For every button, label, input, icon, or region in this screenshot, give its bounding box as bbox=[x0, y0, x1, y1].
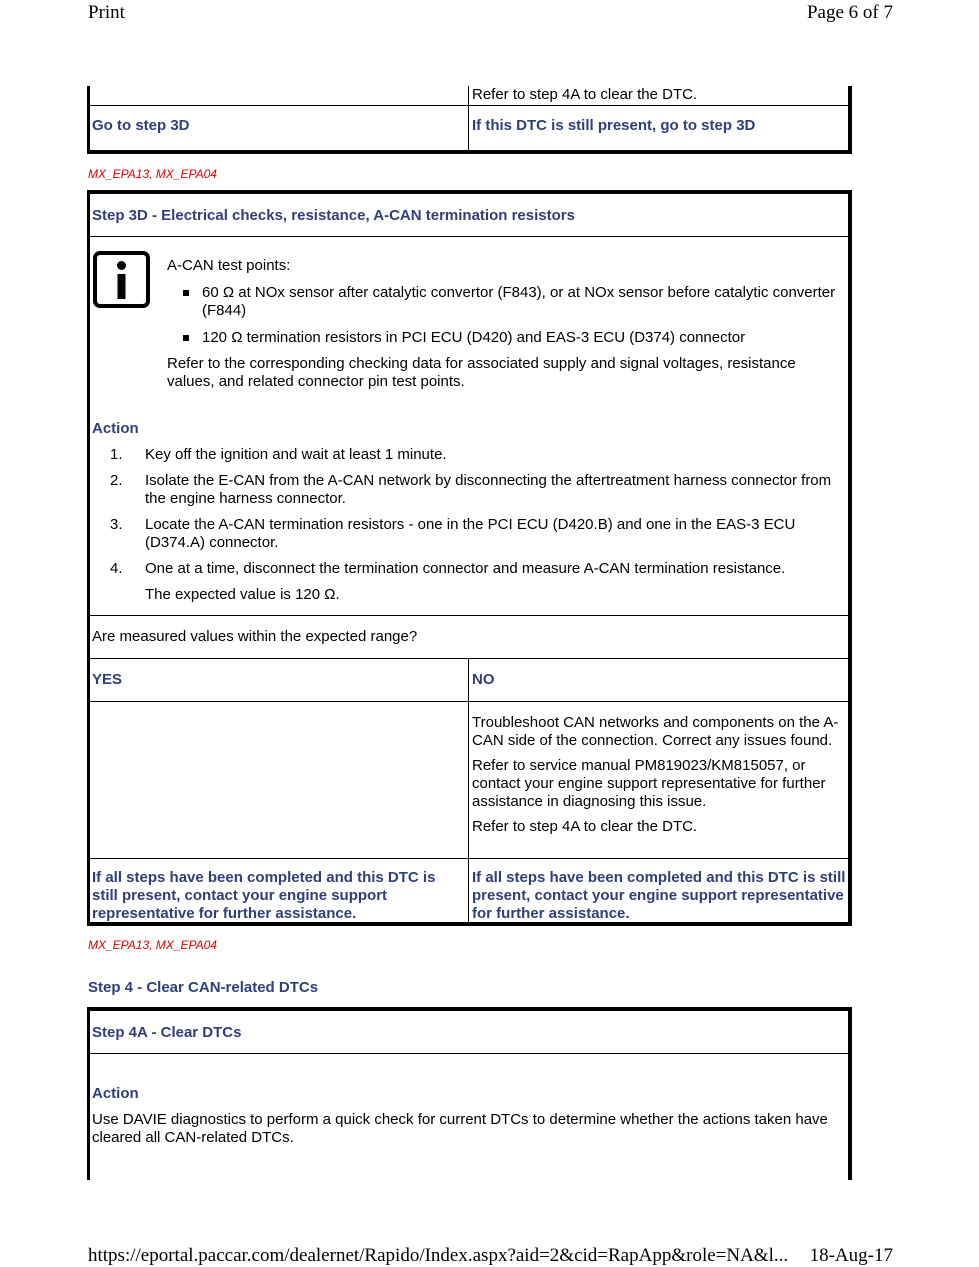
top-table bbox=[87, 86, 852, 154]
yes-label: YES bbox=[92, 671, 123, 688]
step-3d-title: Step 3D - Electrical checks, resistance, A-CAN termination resistors bbox=[92, 207, 575, 224]
print-date: 18-Aug-17 bbox=[809, 1245, 893, 1266]
yes-final-note: If all steps have been completed and this DTC is still present, contact your engine support representative for further assistance. bbox=[92, 869, 436, 922]
action-step: 4. One at a time, disconnect the termination connector and measure A-CAN termination resistance. bbox=[110, 560, 786, 577]
reference-code: MX_EPA13, MX_EPA04 bbox=[88, 167, 217, 181]
info-bullet: 120 Ω termination resistors in PCI ECU (D420) and EAS-3 ECU (D374) connector bbox=[167, 329, 847, 347]
no-label: NO bbox=[472, 671, 495, 688]
action-step: 2. Isolate the E-CAN from the A-CAN network by disconnecting the aftertreatment harness connector from the engine harness connector. bbox=[110, 472, 832, 507]
info-bullet: 60 Ω at NOx sensor after catalytic convertor (F843), or at NOx sensor before catalytic converter (F844) bbox=[167, 284, 847, 320]
still-present-step-3d-link[interactable]: If this DTC is still present, go to step 3D bbox=[472, 117, 756, 134]
step-4a-action-text: Use DAVIE diagnostics to perform a quick check for current DTCs to determine whether the actions taken have cleared all CAN-related DTCs. bbox=[92, 1111, 828, 1146]
step-3d-table bbox=[87, 190, 852, 926]
step-4a-table bbox=[87, 1007, 852, 1180]
action-list bbox=[92, 446, 848, 578]
question-text: Are measured values within the expected range? bbox=[92, 628, 418, 645]
no-paragraph: Troubleshoot CAN networks and components on the A-CAN side of the connection. Correct any issues found. bbox=[472, 714, 839, 749]
no-paragraph: Refer to step 4A to clear the DTC. bbox=[472, 818, 698, 835]
step-4a-action-label: Action bbox=[92, 1085, 139, 1102]
action-step: 3. Locate the A-CAN termination resistors - one in the PCI ECU (D420.B) and one in the EAS-3 ECU (D374.A) connector. bbox=[110, 516, 796, 551]
reference-code: MX_EPA13, MX_EPA04 bbox=[88, 938, 217, 952]
action-step: 1. Key off the ignition and wait at least 1 minute. bbox=[110, 446, 447, 463]
action-label: Action bbox=[92, 420, 139, 437]
info-bullet-list bbox=[167, 284, 847, 347]
page-number: Page 6 of 7 bbox=[806, 2, 893, 23]
go-to-step-3d-link[interactable]: Go to step 3D bbox=[92, 117, 190, 134]
info-icon bbox=[93, 251, 150, 308]
no-final-note: If all steps have been completed and this DTC is still present, contact your engine support representative for further assistance. bbox=[472, 869, 846, 922]
step-4-heading: Step 4 - Clear CAN-related DTCs bbox=[88, 979, 319, 996]
no-paragraph: Refer to service manual PM819023/KM815057, or contact your engine support representative for further assistance in diagnosing this issue. bbox=[472, 757, 826, 810]
info-note: Refer to the corresponding checking data for associated supply and signal voltages, resistance values, and related connector pin test points. bbox=[167, 355, 796, 390]
top-table-right-text: Refer to step 4A to clear the DTC. bbox=[472, 86, 698, 103]
step-4a-title: Step 4A - Clear DTCs bbox=[92, 1024, 242, 1041]
print-label: Print bbox=[88, 2, 125, 23]
info-intro: A-CAN test points: bbox=[167, 257, 291, 274]
expected-value: The expected value is 120 Ω. bbox=[145, 586, 340, 603]
page-url: https://eportal.paccar.com/dealernet/Rapido/Index.aspx?aid=2&cid=RapApp&role=NA&l... bbox=[88, 1245, 789, 1266]
